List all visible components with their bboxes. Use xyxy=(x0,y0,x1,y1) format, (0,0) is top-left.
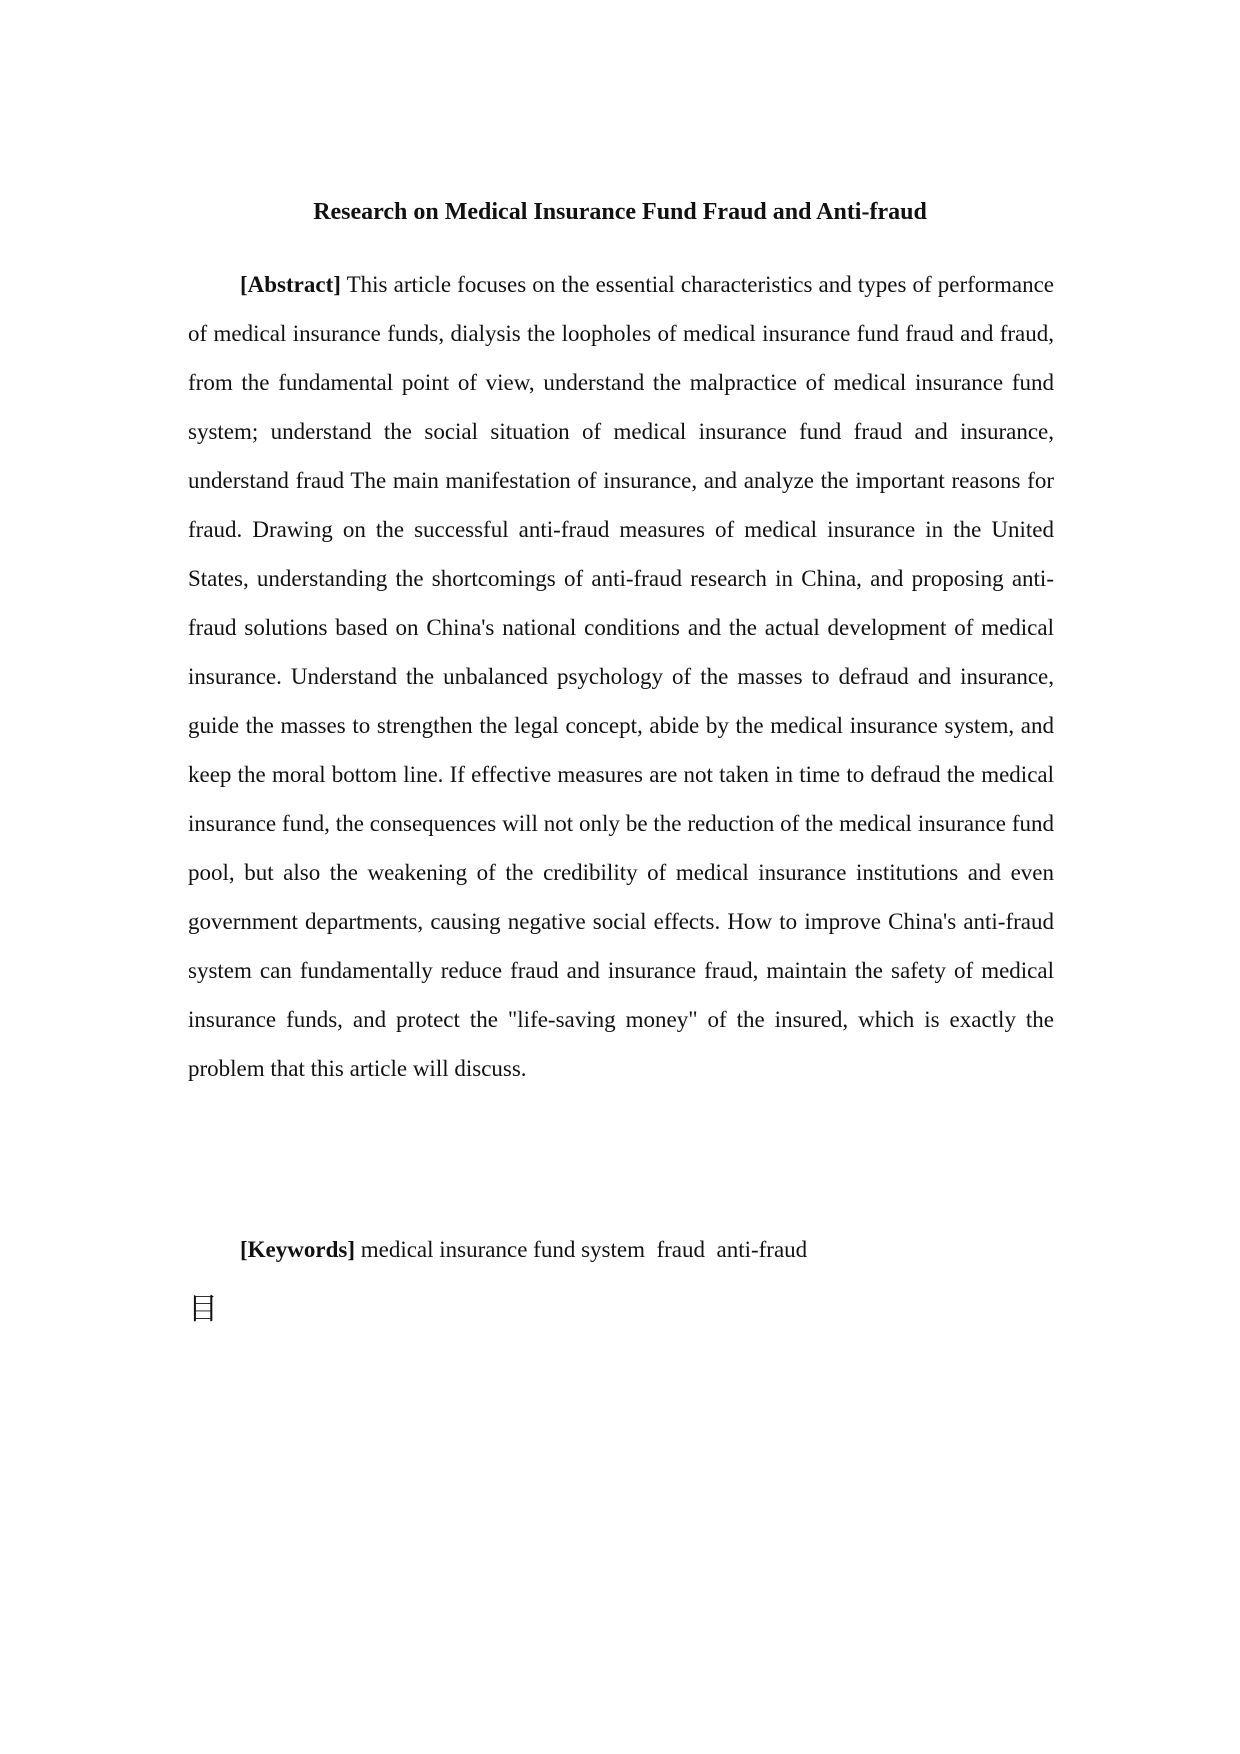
abstract-label: [Abstract] xyxy=(240,272,341,297)
keywords-label: [Keywords] xyxy=(240,1237,355,1262)
toc-heading-fragment: 目 xyxy=(188,1292,218,1327)
abstract-paragraph xyxy=(188,260,1054,1093)
keywords-text: medical insurance fund system fraud anti-fraud xyxy=(360,1237,808,1262)
abstract-text: This article focuses on the essential characteristics and types of performance of medical insurance funds, dialysis the loopholes of medical insurance fund fraud and fraud, from the fundamental point of view, understand the malpractice of medical insurance fund system; understand the social situation of medical insurance fund fraud and insurance, understand fraud The main manifestation of insurance, and analyze the important reasons for fraud. Drawing on the successful anti-fraud measures of medical insurance in the United States, understanding the shortcomings of anti-fraud research in China, and proposing anti-fraud solutions based on China's national conditions and the actual development of medical insurance. Understand the unbalanced psychology of the masses to defraud and insurance, guide the masses to strengthen the legal concept, abide by the medical insurance system, and keep the moral bottom line. If effective measures are not taken in time to defraud the medical insurance fund, the consequences will not only be the reduction of the medical insurance fund pool, but also the weakening of the credibility of medical insurance institutions and even government departments, causing negative social effects. How to improve China's anti-fraud system can fundamentally reduce fraud and insurance fraud, maintain the safety of medical insurance funds, and protect the "life-saving money" of the insured, which is exactly the problem that this article will discuss. xyxy=(188,272,1054,1081)
keywords-line xyxy=(240,1230,1054,1270)
document-title: Research on Medical Insurance Fund Fraud and Anti-fraud xyxy=(313,199,927,225)
